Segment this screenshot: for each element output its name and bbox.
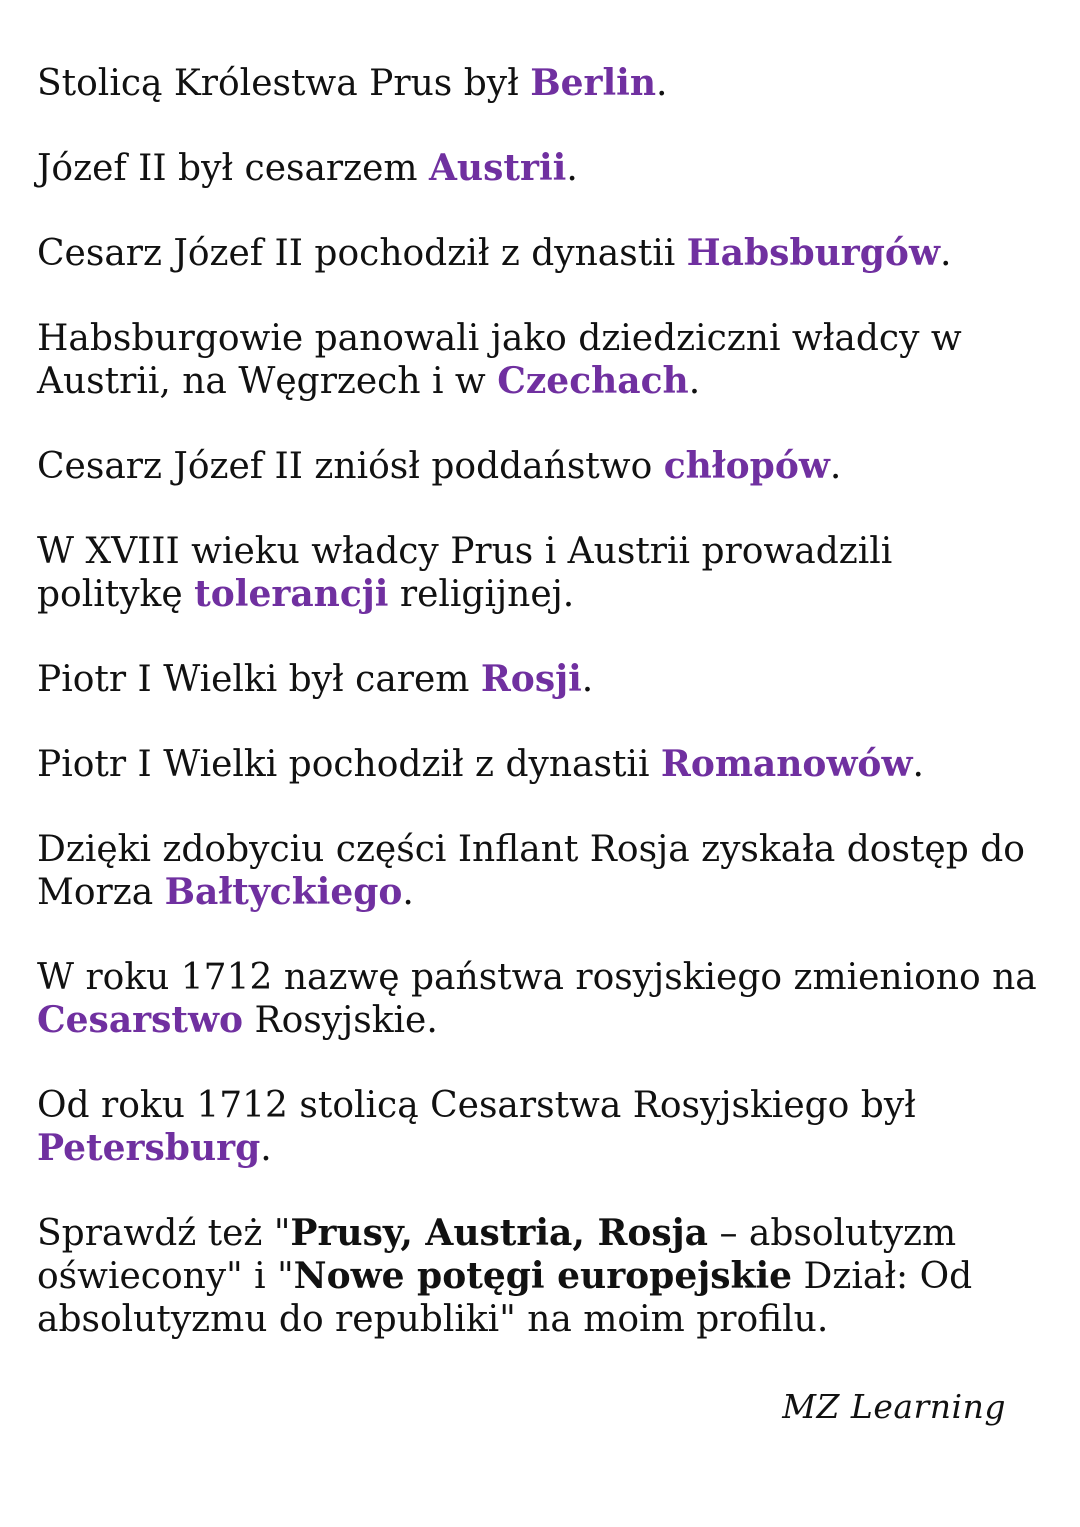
fact-paragraph [37, 956, 1047, 1042]
fact-text-end: . [912, 744, 924, 785]
reference-middle: – absolutyzm oświecony" i " [37, 1213, 957, 1297]
fact-text: W XVIII wieku władcy Prus i Austrii prowadzili politykę [37, 531, 893, 615]
fact-answer: chłopów [663, 445, 830, 487]
reference-suffix: Dział: Od absolutyzmu do republiki" na moim profilu. [37, 1256, 973, 1340]
fact-text-end: . [402, 872, 414, 913]
fact-text-end: . [581, 659, 594, 700]
reference-title-2: Nowe potęgi europejskie [293, 1255, 793, 1297]
fact-text-end: religijnej. [388, 574, 575, 615]
fact-text: Habsburgowie panowali jako dziedziczni władcy w Austrii, na Węgrzech i w [37, 318, 962, 402]
fact-text: Dzięki zdobyciu części Inflant Rosja zyskała dostęp do Morza [37, 829, 1025, 913]
fact-paragraph [37, 828, 1047, 914]
fact-text-end: . [939, 233, 952, 274]
fact-answer: Bałtyckiego [164, 871, 403, 913]
reference-paragraph [37, 1212, 1047, 1341]
fact-text: Piotr I Wielki pochodził z dynastii [37, 744, 661, 785]
fact-paragraph [37, 147, 1047, 190]
fact-paragraph [37, 658, 1047, 701]
fact-answer: Austrii [429, 147, 567, 189]
reference-prefix: Sprawdź też " [37, 1213, 291, 1254]
fact-text: W roku 1712 nazwę państwa rosyjskiego zmieniono na [37, 957, 1037, 998]
fact-paragraph [37, 530, 1047, 616]
fact-paragraph [37, 1084, 1047, 1170]
fact-answer: Petersburg [37, 1127, 261, 1169]
fact-text-end: . [688, 361, 701, 402]
fact-paragraph [37, 317, 1047, 403]
fact-answer: Romanowów [660, 743, 913, 785]
fact-answer: Rosji [480, 658, 582, 700]
fact-paragraph [37, 445, 1047, 488]
fact-answer: Habsburgów [686, 232, 940, 274]
reference-title-1: Prusy, Austria, Rosja [290, 1212, 708, 1254]
fact-text: Józef II był cesarzem [37, 148, 429, 189]
fact-text: Cesarz Józef II zniósł poddaństwo [37, 446, 664, 487]
fact-paragraph [37, 62, 1047, 105]
fact-text: Od roku 1712 stolicą Cesarstwa Rosyjskiego był [37, 1085, 916, 1126]
fact-text-end: . [566, 148, 578, 189]
fact-answer: tolerancji [194, 573, 389, 615]
fact-answer: Berlin [530, 62, 657, 104]
fact-answer: Czechach [497, 360, 689, 402]
fact-paragraph [37, 743, 1047, 786]
fact-answer: Cesarstwo [37, 999, 244, 1041]
author-signature: MZ Learning [782, 1387, 1006, 1426]
facts-list [37, 62, 1047, 1383]
fact-text-end: . [260, 1128, 272, 1169]
fact-text-end: . [656, 63, 668, 104]
fact-text: Piotr I Wielki był carem [37, 659, 481, 700]
fact-text-end: . [829, 446, 842, 487]
fact-paragraph [37, 232, 1047, 275]
fact-text: Cesarz Józef II pochodził z dynastii [37, 233, 687, 274]
fact-text-end: Rosyjskie. [243, 1000, 438, 1041]
fact-text: Stolicą Królestwa Prus był [37, 63, 531, 104]
